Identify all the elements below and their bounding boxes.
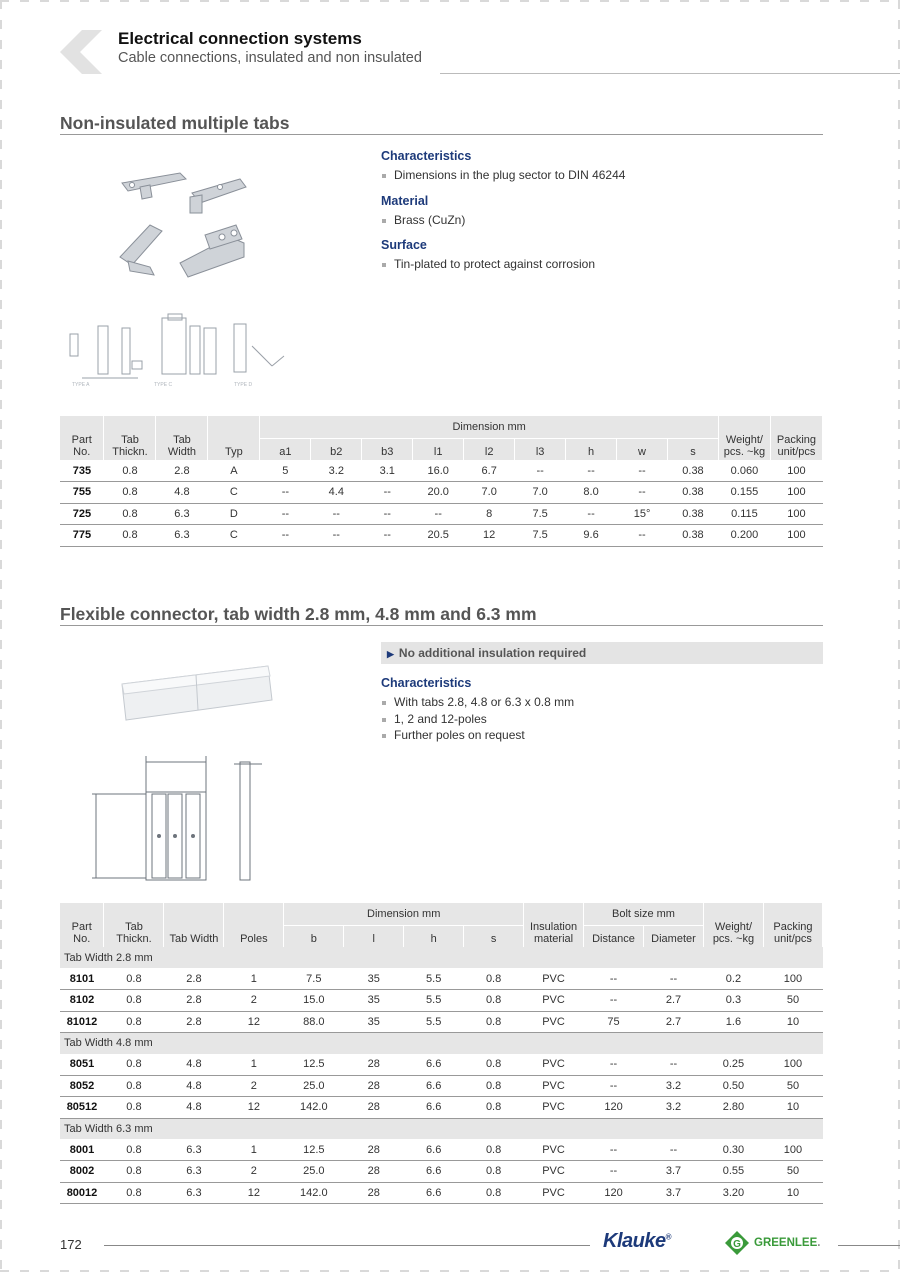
table-cell: 10 [763, 1011, 822, 1033]
table-cell: 20.0 [413, 482, 464, 504]
table-cell: 0.8 [104, 460, 156, 482]
table-cell: PVC [524, 1011, 584, 1033]
table-cell: 5.5 [404, 1011, 464, 1033]
table-cell: 12 [464, 525, 515, 547]
table-cell: -- [311, 525, 362, 547]
svg-text:TYPE D: TYPE D [234, 382, 253, 388]
header-weight: Weight/ pcs. ~kg [718, 416, 770, 460]
table-row [60, 503, 823, 525]
table-cell: 7.5 [515, 525, 566, 547]
table-cell: 1 [224, 1139, 284, 1161]
table-cell: 2.8 [164, 1011, 224, 1033]
characteristics-list [381, 167, 823, 184]
table-cell: PVC [524, 1182, 584, 1204]
greenlee-logo-text: GREENLEE [754, 1237, 818, 1249]
note-text: No additional insulation required [398, 646, 587, 660]
table-cell: 35 [344, 968, 404, 990]
part-number: 755 [60, 482, 104, 504]
flexible-connector-product-photo [118, 662, 276, 724]
table-cell: 0.060 [718, 460, 770, 482]
table-cell: 12 [224, 1011, 284, 1033]
table-cell: 0.38 [668, 460, 719, 482]
table-cell: 6.3 [164, 1161, 224, 1183]
table-cell: 25.0 [284, 1075, 344, 1097]
table-cell: -- [584, 1054, 644, 1076]
table-cell: 9.6 [566, 525, 617, 547]
table-cell: 12 [224, 1097, 284, 1119]
table-cell: 0.200 [718, 525, 770, 547]
klauke-logo-text: Klauke [603, 1230, 666, 1252]
table-cell: -- [260, 503, 311, 525]
list-item: Further poles on request [381, 727, 823, 744]
table-cell: D [208, 503, 260, 525]
characteristics-heading: Characteristics [381, 676, 472, 690]
table-cell: 0.8 [104, 525, 156, 547]
table-cell: 0.8 [104, 1161, 164, 1183]
section1-info [381, 149, 823, 283]
klauke-logo [603, 1230, 671, 1253]
table-cell: 15° [617, 503, 668, 525]
table-cell: 0.8 [464, 1139, 524, 1161]
header-dim-s: s [668, 438, 719, 460]
part-number: 8051 [60, 1054, 104, 1076]
table-cell: PVC [524, 1139, 584, 1161]
table-cell: 6.6 [404, 1182, 464, 1204]
section-divider [60, 134, 823, 135]
table-cell: 3.2 [644, 1097, 704, 1119]
table-cell: 3.7 [644, 1182, 704, 1204]
table-cell: -- [584, 1075, 644, 1097]
list-item: 1, 2 and 12-poles [381, 711, 823, 728]
table-row [60, 990, 823, 1012]
header-dim-b2: b2 [311, 438, 362, 460]
table-cell: 10 [763, 1097, 822, 1119]
table-row [60, 1075, 823, 1097]
table-cell: 0.38 [668, 525, 719, 547]
table-cell: 0.8 [464, 1097, 524, 1119]
table-row [60, 1097, 823, 1119]
header-tab-thickn: Tab Thickn. [104, 903, 164, 947]
part-number: 80512 [60, 1097, 104, 1119]
header-dim-h: h [404, 925, 464, 947]
table-cell: -- [644, 1139, 704, 1161]
table-cell: 6.7 [464, 460, 515, 482]
svg-text:G: G [733, 1239, 741, 1250]
header-divider [440, 73, 900, 74]
part-number: 8102 [60, 990, 104, 1012]
table-cell: 1 [224, 968, 284, 990]
table-row [60, 968, 823, 990]
table-cell: -- [515, 460, 566, 482]
table-cell: -- [644, 1054, 704, 1076]
header-packing: Packing unit/pcs [770, 416, 822, 460]
page-border-top [0, 0, 900, 2]
table-cell: 2.7 [644, 990, 704, 1012]
footer-divider [104, 1245, 590, 1246]
header-dimension: Dimension mm [284, 903, 524, 925]
greenlee-logo-mark: . [817, 1237, 821, 1249]
table-cell: 2 [224, 990, 284, 1012]
header-weight: Weight/ pcs. ~kg [703, 903, 763, 947]
header-dim-b: b [284, 925, 344, 947]
page-subtitle: Cable connections, insulated and non insulated [118, 50, 422, 66]
header-typ: Typ [208, 416, 260, 460]
table-cell: 5 [260, 460, 311, 482]
table-group-row [60, 1033, 823, 1054]
part-number: 735 [60, 460, 104, 482]
table-cell: 6.3 [164, 1182, 224, 1204]
table-cell: 50 [763, 1075, 822, 1097]
svg-text:TYPE A: TYPE A [72, 382, 90, 388]
table-cell: 50 [763, 990, 822, 1012]
header-bolt-distance: Distance [584, 925, 644, 947]
table-cell: 28 [344, 1139, 404, 1161]
table-cell: 0.8 [464, 1075, 524, 1097]
group-label: Tab Width 4.8 mm [60, 1033, 823, 1054]
table-cell: 6.3 [156, 525, 208, 547]
table-cell: 0.8 [104, 1011, 164, 1033]
table-cell: 7.0 [515, 482, 566, 504]
table-cell: 3.20 [703, 1182, 763, 1204]
table-cell: 0.8 [104, 503, 156, 525]
table-cell: 0.50 [703, 1075, 763, 1097]
header-dim-b3: b3 [362, 438, 413, 460]
table-cell: 100 [770, 525, 822, 547]
table-cell: 3.1 [362, 460, 413, 482]
header-dim-l: l [344, 925, 404, 947]
table-row [60, 1139, 823, 1161]
header-tab-thickn: Tab Thickn. [104, 416, 156, 460]
table-cell: 6.6 [404, 1161, 464, 1183]
header-packing: Packing unit/pcs [763, 903, 822, 947]
table-cell: -- [566, 503, 617, 525]
table-cell: 75 [584, 1011, 644, 1033]
table-cell: -- [362, 525, 413, 547]
table-cell: 0.8 [104, 1182, 164, 1204]
table-cell: PVC [524, 1075, 584, 1097]
table-cell: 0.8 [104, 968, 164, 990]
table-cell: 4.8 [164, 1054, 224, 1076]
characteristics-heading: Characteristics [381, 149, 472, 163]
table-cell: 28 [344, 1075, 404, 1097]
table-cell: PVC [524, 968, 584, 990]
table-cell: PVC [524, 990, 584, 1012]
svg-text:TYPE C: TYPE C [154, 382, 173, 388]
table-cell: A [208, 460, 260, 482]
table-cell: 0.8 [104, 990, 164, 1012]
table-cell: 6.6 [404, 1139, 464, 1161]
table-cell: 8 [464, 503, 515, 525]
table-cell: 0.8 [464, 1011, 524, 1033]
table-cell: 0.8 [104, 1054, 164, 1076]
table-cell: 28 [344, 1054, 404, 1076]
table-cell: 0.8 [464, 1182, 524, 1204]
table-cell: 0.25 [703, 1054, 763, 1076]
table-cell: -- [617, 482, 668, 504]
table-cell: 120 [584, 1182, 644, 1204]
table-cell: 5.5 [404, 968, 464, 990]
list-item: Tin-plated to protect against corrosion [381, 256, 823, 273]
table-cell: 12.5 [284, 1054, 344, 1076]
table-cell: 0.2 [703, 968, 763, 990]
surface-list [381, 256, 823, 273]
page-title: Electrical connection systems [118, 29, 362, 48]
table-cell: 6.3 [164, 1139, 224, 1161]
table-row [60, 1054, 823, 1076]
table-cell: -- [260, 525, 311, 547]
table-group-row [60, 947, 823, 968]
part-number: 8052 [60, 1075, 104, 1097]
multiple-tabs-product-photo [110, 165, 260, 283]
table-cell: 4.8 [164, 1075, 224, 1097]
table-cell: 0.38 [668, 503, 719, 525]
table-cell: 20.5 [413, 525, 464, 547]
table-cell: -- [584, 1139, 644, 1161]
header-part: Part No. [60, 903, 104, 947]
table-cell: 3.7 [644, 1161, 704, 1183]
header-tab-width: Tab Width [164, 903, 224, 947]
table-cell: 15.0 [284, 990, 344, 1012]
table-cell: -- [584, 968, 644, 990]
table-cell: PVC [524, 1161, 584, 1183]
list-item: With tabs 2.8, 4.8 or 6.3 x 0.8 mm [381, 694, 823, 711]
table-cell: 5.5 [404, 990, 464, 1012]
table-row [60, 1161, 823, 1183]
table-cell: 120 [584, 1097, 644, 1119]
table-cell: 2 [224, 1161, 284, 1183]
table-cell: 28 [344, 1161, 404, 1183]
header-tab-width: Tab Width [156, 416, 208, 460]
footer-divider-right [838, 1245, 900, 1246]
table-cell: 4.8 [156, 482, 208, 504]
table-cell: 28 [344, 1182, 404, 1204]
section2-info [381, 642, 823, 754]
table-row [60, 525, 823, 547]
table-cell: -- [311, 503, 362, 525]
table-cell: 35 [344, 1011, 404, 1033]
list-item: Brass (CuZn) [381, 212, 823, 229]
table-cell: 28 [344, 1097, 404, 1119]
table-cell: 6.3 [156, 503, 208, 525]
table-cell: 142.0 [284, 1097, 344, 1119]
table-cell: -- [617, 460, 668, 482]
table-cell: 0.8 [464, 1054, 524, 1076]
table-cell: PVC [524, 1054, 584, 1076]
header-dim-l2: l2 [464, 438, 515, 460]
table-cell: 0.8 [464, 990, 524, 1012]
table-cell: 2.8 [164, 990, 224, 1012]
table-cell: 88.0 [284, 1011, 344, 1033]
multiple-tabs-dimension-drawing [62, 306, 310, 392]
multiple-tabs-table [60, 416, 823, 547]
table-cell: 4.8 [164, 1097, 224, 1119]
page-border-left [0, 0, 2, 1272]
material-heading: Material [381, 193, 429, 208]
header-dim-h: h [566, 438, 617, 460]
table-cell: 2.8 [164, 968, 224, 990]
table-cell: 0.8 [104, 482, 156, 504]
table-group-row [60, 1118, 823, 1139]
table-cell: 6.6 [404, 1097, 464, 1119]
surface-heading: Surface [381, 238, 427, 252]
table-cell: 100 [770, 460, 822, 482]
table-cell: 8.0 [566, 482, 617, 504]
table-cell: 100 [763, 968, 822, 990]
table-cell: 0.8 [104, 1075, 164, 1097]
table-row [60, 482, 823, 504]
table-cell: PVC [524, 1097, 584, 1119]
table-cell: 0.8 [104, 1139, 164, 1161]
table-cell: 50 [763, 1161, 822, 1183]
page-number: 172 [60, 1237, 82, 1252]
table-cell: 0.8 [104, 1097, 164, 1119]
header-bolt-size: Bolt size mm [584, 903, 704, 925]
table-cell: 0.55 [703, 1161, 763, 1183]
section-title-flexible-connector: Flexible connector, tab width 2.8 mm, 4.8 mm and 6.3 mm [60, 604, 537, 624]
table-cell: 10 [763, 1182, 822, 1204]
table-cell: 100 [770, 482, 822, 504]
section-divider [60, 625, 823, 626]
header-insulation: Insulation material [524, 903, 584, 947]
table-cell: 100 [763, 1139, 822, 1161]
section-title-multiple-tabs: Non-insulated multiple tabs [60, 113, 290, 133]
table-cell: 2 [224, 1075, 284, 1097]
table-cell: 4.4 [311, 482, 362, 504]
table-cell: 6.6 [404, 1054, 464, 1076]
table-cell: 7.5 [284, 968, 344, 990]
greenlee-logo [754, 1237, 820, 1249]
table-cell: 6.6 [404, 1075, 464, 1097]
part-number: 8002 [60, 1161, 104, 1183]
table-cell: -- [566, 460, 617, 482]
header-dim-l3: l3 [515, 438, 566, 460]
table-cell: 12.5 [284, 1139, 344, 1161]
table-cell: -- [260, 482, 311, 504]
header-bolt-diameter: Diameter [644, 925, 704, 947]
flexible-connector-dimension-drawing [86, 752, 286, 884]
table-cell: -- [584, 1161, 644, 1183]
table-cell: 1 [224, 1054, 284, 1076]
triangle-right-icon: ▶ [387, 649, 394, 659]
table-cell: 2.7 [644, 1011, 704, 1033]
table-cell: 7.0 [464, 482, 515, 504]
table-cell: 3.2 [311, 460, 362, 482]
part-number: 8001 [60, 1139, 104, 1161]
table-cell: 100 [763, 1054, 822, 1076]
table-cell: 2.80 [703, 1097, 763, 1119]
table-cell: -- [362, 503, 413, 525]
header-dim-l1: l1 [413, 438, 464, 460]
header-dim-s: s [464, 925, 524, 947]
table-cell: -- [362, 482, 413, 504]
table-cell: 2.8 [156, 460, 208, 482]
table-cell: 100 [770, 503, 822, 525]
header-poles: Poles [224, 903, 284, 947]
header-dim-w: w [617, 438, 668, 460]
table-cell: -- [584, 990, 644, 1012]
table-cell: 0.30 [703, 1139, 763, 1161]
table-cell: 0.8 [464, 1161, 524, 1183]
table-cell: 142.0 [284, 1182, 344, 1204]
table-cell: 1.6 [703, 1011, 763, 1033]
table-cell: -- [617, 525, 668, 547]
part-number: 80012 [60, 1182, 104, 1204]
table-row [60, 1011, 823, 1033]
table-cell: C [208, 482, 260, 504]
flexible-connector-table [60, 903, 823, 1204]
note-banner [381, 642, 823, 664]
group-label: Tab Width 6.3 mm [60, 1118, 823, 1139]
table-cell: 0.155 [718, 482, 770, 504]
list-item: Dimensions in the plug sector to DIN 46244 [381, 167, 823, 184]
characteristics-list [381, 694, 823, 744]
klauke-logo-mark: ® [665, 1232, 671, 1242]
table-cell: 0.3 [703, 990, 763, 1012]
table-cell: 3.2 [644, 1075, 704, 1097]
table-cell: 16.0 [413, 460, 464, 482]
table-cell: 35 [344, 990, 404, 1012]
greenlee-logo-icon [724, 1230, 750, 1256]
header-dim-a1: a1 [260, 438, 311, 460]
table-cell: 12 [224, 1182, 284, 1204]
part-number: 725 [60, 503, 104, 525]
table-row [60, 1182, 823, 1204]
table-cell: -- [644, 968, 704, 990]
table-cell: 7.5 [515, 503, 566, 525]
table-cell: 0.115 [718, 503, 770, 525]
chevron-left-icon [60, 30, 102, 74]
table-cell: C [208, 525, 260, 547]
header-part: Part No. [60, 416, 104, 460]
group-label: Tab Width 2.8 mm [60, 947, 823, 968]
part-number: 81012 [60, 1011, 104, 1033]
part-number: 775 [60, 525, 104, 547]
table-row [60, 460, 823, 482]
part-number: 8101 [60, 968, 104, 990]
table-cell: 0.8 [464, 968, 524, 990]
table-cell: -- [413, 503, 464, 525]
material-list [381, 212, 823, 229]
table-cell: 25.0 [284, 1161, 344, 1183]
header-dimension: Dimension mm [260, 416, 719, 438]
table-cell: 0.38 [668, 482, 719, 504]
